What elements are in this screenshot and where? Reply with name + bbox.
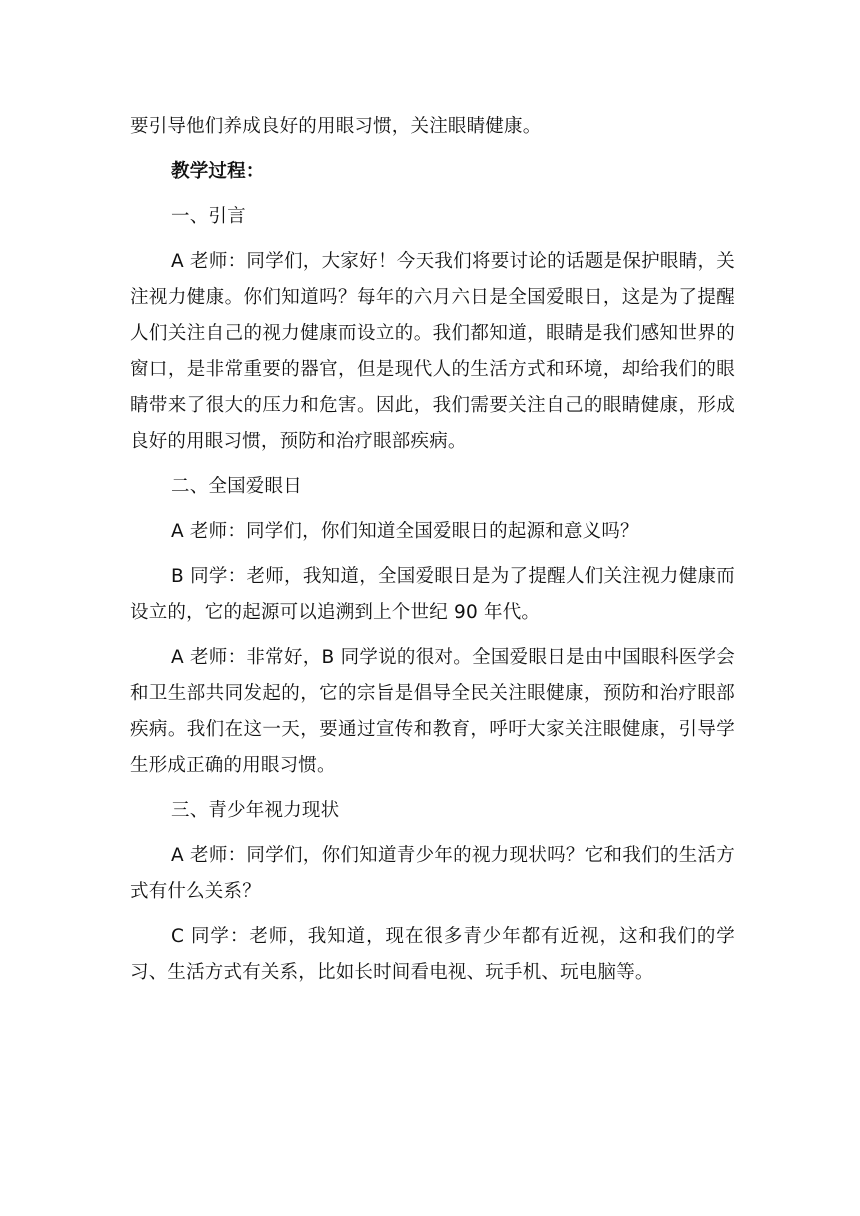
- section-heading-youth-vision: 三、青少年视力现状: [171, 800, 340, 821]
- paragraph-teacher-response: A 老师：非常好，B 同学说的很对。全国爱眼日是由中国眼科医学会和卫生部共同发起的，它的宗旨是倡导全民关注眼健康，预防和治疗眼部疾病。我们在这一天，要通过宣传和教育，呼吁大家关注眼健康，引导学生形成正确的用眼习惯。: [130, 647, 735, 776]
- document-body: [130, 109, 735, 1000]
- section-heading-eye-day: 二、全国爱眼日: [171, 476, 302, 497]
- section-heading-introduction: 一、引言: [171, 206, 246, 227]
- paragraph-teacher-intro: A 老师：同学们，大家好！今天我们将要讨论的话题是保护眼睛，关注视力健康。你们知道吗？每年的六月六日是全国爱眼日，这是为了提醒人们关注自己的视力健康而设立的。我们都知道，眼睛是我们感知世界的窗口，是非常重要的器官，但是现代人的生活方式和环境，却给我们的眼睛带来了很大的压力和危害。因此，我们需要关注自己的眼睛健康，形成良好的用眼习惯，预防和治疗眼部疾病。: [130, 251, 735, 452]
- paragraph-teacher-question: A 老师：同学们，你们知道全国爱眼日的起源和意义吗？: [171, 521, 639, 542]
- section-heading-teaching-process: 教学过程：: [171, 161, 265, 182]
- paragraph-teacher-vision-question: A 老师：同学们，你们知道青少年的视力现状吗？它和我们的生活方式有什么关系？: [130, 845, 735, 902]
- paragraph-student-b-answer: B 同学：老师，我知道，全国爱眼日是为了提醒人们关注视力健康而设立的，它的起源可以追溯到上个世纪 90 年代。: [130, 566, 735, 623]
- paragraph-student-c-answer: C 同学：老师，我知道，现在很多青少年都有近视，这和我们的学习、生活方式有关系，比如长时间看电视、玩手机、玩电脑等。: [130, 926, 735, 983]
- paragraph-continuation: 要引导他们养成良好的用眼习惯，关注眼睛健康。: [130, 116, 542, 137]
